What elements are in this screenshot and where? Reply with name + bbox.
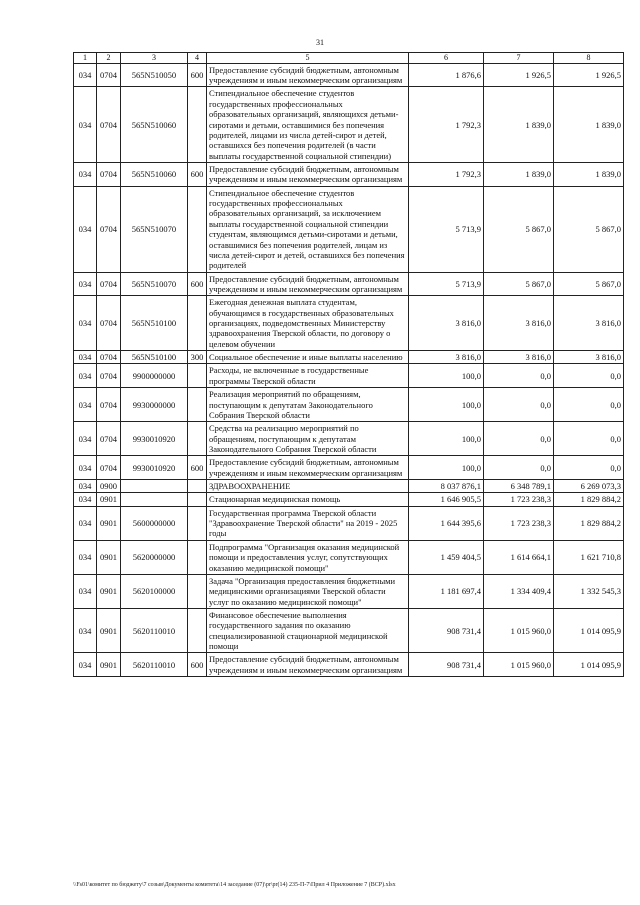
col-header: 7	[484, 53, 554, 64]
header-row	[74, 53, 624, 64]
cell-description: Средства на реализацию мероприятий по обращениям, поступающим к депутатам Законодательного Собрания Тверской области	[207, 422, 409, 456]
cell-amount-2023: 1 876,6	[409, 63, 484, 87]
cell-amount-2023: 1 181 697,4	[409, 574, 484, 608]
cell-admin-code: 034	[74, 493, 97, 506]
cell-amount-2023: 1 646 905,5	[409, 493, 484, 506]
cell-amount-2025: 0,0	[554, 456, 624, 480]
cell-amount-2025: 1 014 095,9	[554, 653, 624, 677]
cell-admin-code: 034	[74, 351, 97, 364]
col-header: 6	[409, 53, 484, 64]
cell-section-code: 0704	[97, 272, 121, 296]
cell-section-code: 0901	[97, 506, 121, 540]
table-row	[74, 388, 624, 422]
cell-expense-type	[188, 480, 207, 493]
cell-description: Реализация мероприятий по обращениям, поступающим к депутатам Законодательного Собрания Тверской области	[207, 388, 409, 422]
table-row	[74, 296, 624, 351]
cell-section-code: 0901	[97, 493, 121, 506]
cell-amount-2023: 1 792,3	[409, 162, 484, 186]
table-row	[74, 540, 624, 574]
cell-amount-2023: 5 713,9	[409, 186, 484, 272]
cell-amount-2025: 1 839,0	[554, 87, 624, 163]
cell-amount-2025: 1 926,5	[554, 63, 624, 87]
cell-amount-2023: 908 731,4	[409, 609, 484, 653]
cell-amount-2025: 0,0	[554, 388, 624, 422]
cell-amount-2024: 3 816,0	[484, 296, 554, 351]
cell-admin-code: 034	[74, 186, 97, 272]
cell-expense-type	[188, 493, 207, 506]
cell-description: Государственная программа Тверской области "Здравоохранение Тверской области" на 2019 - 2025 годы	[207, 506, 409, 540]
cell-amount-2024: 1 839,0	[484, 162, 554, 186]
cell-admin-code: 034	[74, 87, 97, 163]
cell-expense-type	[188, 506, 207, 540]
cell-target-code: 9930010920	[121, 456, 188, 480]
cell-section-code: 0901	[97, 574, 121, 608]
cell-description: Предоставление субсидий бюджетным, автономным учреждениям и иным некоммерческим организациям	[207, 272, 409, 296]
cell-description: Подпрограмма "Организация оказания медицинской помощи и предоставления услуг, сопутствующих оказанию медицинской помощи"	[207, 540, 409, 574]
cell-amount-2025: 5 867,0	[554, 186, 624, 272]
cell-section-code: 0704	[97, 186, 121, 272]
cell-admin-code: 034	[74, 296, 97, 351]
cell-expense-type	[188, 609, 207, 653]
table-row	[74, 456, 624, 480]
cell-target-code: 565N510060	[121, 162, 188, 186]
table-row	[74, 272, 624, 296]
cell-amount-2025: 1 829 884,2	[554, 506, 624, 540]
cell-description: Предоставление субсидий бюджетным, автономным учреждениям и иным некоммерческим организациям	[207, 162, 409, 186]
cell-description: Ежегодная денежная выплата студентам, обучающимся в государственных образовательных организациях, подведомственных Министерству здравоохранения Тверской области, по договору о целевом обучении	[207, 296, 409, 351]
cell-admin-code: 034	[74, 506, 97, 540]
cell-amount-2023: 100,0	[409, 456, 484, 480]
cell-amount-2023: 1 644 395,6	[409, 506, 484, 540]
table-row	[74, 480, 624, 493]
cell-expense-type	[188, 574, 207, 608]
col-header: 8	[554, 53, 624, 64]
cell-amount-2024: 1 015 960,0	[484, 609, 554, 653]
cell-description: Стипендиальное обеспечение студентов государственных профессиональных образовательных организаций, являющихся детьми-сиротами и детьми, оставшимися без попечения родителей, лицами из числа детей-сирот и детей, оставшихся без попечения родителей (в части выплаты государственной социальной стипендии)	[207, 87, 409, 163]
cell-amount-2024: 0,0	[484, 364, 554, 388]
cell-amount-2024: 6 348 789,1	[484, 480, 554, 493]
cell-amount-2023: 100,0	[409, 364, 484, 388]
cell-amount-2024: 5 867,0	[484, 186, 554, 272]
cell-admin-code: 034	[74, 388, 97, 422]
cell-amount-2023: 3 816,0	[409, 296, 484, 351]
cell-description: Стипендиальное обеспечение студентов государственных профессиональных образовательных организаций, за исключением выплаты государственной социальной стипендии студентам, являющимся детьми-сиротами и детьми, оставшимися без попечения родителей, лицам из числа детей-сирот и детей, оставшихся без попечения родителей	[207, 186, 409, 272]
cell-description: Социальное обеспечение и иные выплаты населению	[207, 351, 409, 364]
cell-amount-2023: 100,0	[409, 422, 484, 456]
cell-admin-code: 034	[74, 574, 97, 608]
col-header: 1	[74, 53, 97, 64]
col-header: 3	[121, 53, 188, 64]
cell-expense-type: 600	[188, 272, 207, 296]
cell-description: Финансовое обеспечение выполнения государственного задания по оказанию специализированной стационарной медицинской помощи	[207, 609, 409, 653]
cell-admin-code: 034	[74, 162, 97, 186]
cell-expense-type	[188, 296, 207, 351]
cell-admin-code: 034	[74, 609, 97, 653]
cell-admin-code: 034	[74, 272, 97, 296]
cell-section-code: 0704	[97, 456, 121, 480]
table-row	[74, 422, 624, 456]
table-row	[74, 63, 624, 87]
cell-description: Предоставление субсидий бюджетным, автономным учреждениям и иным некоммерческим организациям	[207, 653, 409, 677]
cell-amount-2024: 1 839,0	[484, 87, 554, 163]
table-body	[74, 63, 624, 676]
cell-amount-2025: 1 621 710,8	[554, 540, 624, 574]
cell-amount-2023: 1 792,3	[409, 87, 484, 163]
cell-target-code: 565N510100	[121, 351, 188, 364]
cell-target-code: 5620110010	[121, 609, 188, 653]
cell-amount-2025: 0,0	[554, 422, 624, 456]
cell-admin-code: 034	[74, 540, 97, 574]
cell-expense-type	[188, 540, 207, 574]
col-header: 5	[207, 53, 409, 64]
cell-expense-type: 600	[188, 162, 207, 186]
cell-target-code: 565N510070	[121, 272, 188, 296]
cell-target-code: 9930000000	[121, 388, 188, 422]
cell-expense-type: 600	[188, 653, 207, 677]
cell-amount-2025: 0,0	[554, 364, 624, 388]
table-row	[74, 87, 624, 163]
cell-description: Предоставление субсидий бюджетным, автономным учреждениям и иным некоммерческим организациям	[207, 456, 409, 480]
table-row	[74, 506, 624, 540]
cell-description: Расходы, не включенные в государственные программы Тверской области	[207, 364, 409, 388]
table-row	[74, 653, 624, 677]
cell-expense-type	[188, 364, 207, 388]
cell-admin-code: 034	[74, 63, 97, 87]
cell-section-code: 0704	[97, 162, 121, 186]
cell-amount-2025: 1 332 545,3	[554, 574, 624, 608]
table-row	[74, 493, 624, 506]
cell-amount-2024: 1 723 238,3	[484, 506, 554, 540]
cell-section-code: 0704	[97, 351, 121, 364]
cell-amount-2023: 3 816,0	[409, 351, 484, 364]
cell-description: Стационарная медицинская помощь	[207, 493, 409, 506]
cell-section-code: 0704	[97, 87, 121, 163]
table-row	[74, 186, 624, 272]
cell-target-code: 565N510060	[121, 87, 188, 163]
cell-section-code: 0901	[97, 653, 121, 677]
cell-amount-2024: 1 334 409,4	[484, 574, 554, 608]
cell-target-code	[121, 493, 188, 506]
cell-target-code: 5620110010	[121, 653, 188, 677]
page-number: 31	[316, 38, 324, 47]
cell-amount-2023: 5 713,9	[409, 272, 484, 296]
cell-section-code: 0901	[97, 540, 121, 574]
cell-amount-2025: 3 816,0	[554, 296, 624, 351]
cell-target-code: 9900000000	[121, 364, 188, 388]
cell-admin-code: 034	[74, 653, 97, 677]
cell-section-code: 0704	[97, 364, 121, 388]
cell-section-code: 0704	[97, 63, 121, 87]
cell-amount-2025: 1 829 884,2	[554, 493, 624, 506]
cell-amount-2025: 5 867,0	[554, 272, 624, 296]
cell-target-code: 565N510050	[121, 63, 188, 87]
col-header: 2	[97, 53, 121, 64]
table-row	[74, 574, 624, 608]
cell-target-code: 9930010920	[121, 422, 188, 456]
cell-amount-2024: 0,0	[484, 422, 554, 456]
cell-target-code: 5620100000	[121, 574, 188, 608]
col-header: 4	[188, 53, 207, 64]
cell-amount-2025: 1 014 095,9	[554, 609, 624, 653]
cell-amount-2024: 5 867,0	[484, 272, 554, 296]
cell-amount-2023: 908 731,4	[409, 653, 484, 677]
cell-expense-type: 300	[188, 351, 207, 364]
cell-target-code: 5600000000	[121, 506, 188, 540]
cell-amount-2024: 0,0	[484, 388, 554, 422]
cell-expense-type: 600	[188, 63, 207, 87]
cell-amount-2024: 1 614 664,1	[484, 540, 554, 574]
cell-admin-code: 034	[74, 456, 97, 480]
cell-amount-2025: 6 269 073,3	[554, 480, 624, 493]
cell-amount-2024: 1 015 960,0	[484, 653, 554, 677]
cell-amount-2023: 100,0	[409, 388, 484, 422]
cell-section-code: 0704	[97, 388, 121, 422]
cell-amount-2023: 8 037 876,1	[409, 480, 484, 493]
cell-description: ЗДРАВООХРАНЕНИЕ	[207, 480, 409, 493]
file-path-footer: \\Fs01\комитет по бюджету\7 созыв\Документы комитета\14 заседание (07)\pr\pr(14) 235-П-7\Прил 4 Приложение 7 (ВСР).xlsx	[73, 882, 396, 888]
table-row	[74, 162, 624, 186]
budget-table	[73, 52, 624, 677]
cell-description: Предоставление субсидий бюджетным, автономным учреждениям и иным некоммерческим организациям	[207, 63, 409, 87]
cell-target-code	[121, 480, 188, 493]
cell-description: Задача "Организация предоставления бюджетными медицинскими организациями Тверской области услуг по оказанию медицинской помощи"	[207, 574, 409, 608]
cell-admin-code: 034	[74, 422, 97, 456]
cell-expense-type	[188, 87, 207, 163]
table-row	[74, 364, 624, 388]
cell-expense-type	[188, 388, 207, 422]
cell-expense-type	[188, 422, 207, 456]
cell-target-code: 565N510100	[121, 296, 188, 351]
cell-target-code: 565N510070	[121, 186, 188, 272]
table-row	[74, 609, 624, 653]
table-row	[74, 351, 624, 364]
cell-admin-code: 034	[74, 364, 97, 388]
cell-expense-type: 600	[188, 456, 207, 480]
cell-target-code: 5620000000	[121, 540, 188, 574]
cell-expense-type	[188, 186, 207, 272]
cell-amount-2025: 1 839,0	[554, 162, 624, 186]
cell-section-code: 0900	[97, 480, 121, 493]
cell-amount-2024: 3 816,0	[484, 351, 554, 364]
cell-section-code: 0704	[97, 422, 121, 456]
cell-section-code: 0901	[97, 609, 121, 653]
cell-amount-2024: 0,0	[484, 456, 554, 480]
cell-amount-2024: 1 926,5	[484, 63, 554, 87]
cell-section-code: 0704	[97, 296, 121, 351]
cell-admin-code: 034	[74, 480, 97, 493]
cell-amount-2025: 3 816,0	[554, 351, 624, 364]
cell-amount-2024: 1 723 238,3	[484, 493, 554, 506]
cell-amount-2023: 1 459 404,5	[409, 540, 484, 574]
